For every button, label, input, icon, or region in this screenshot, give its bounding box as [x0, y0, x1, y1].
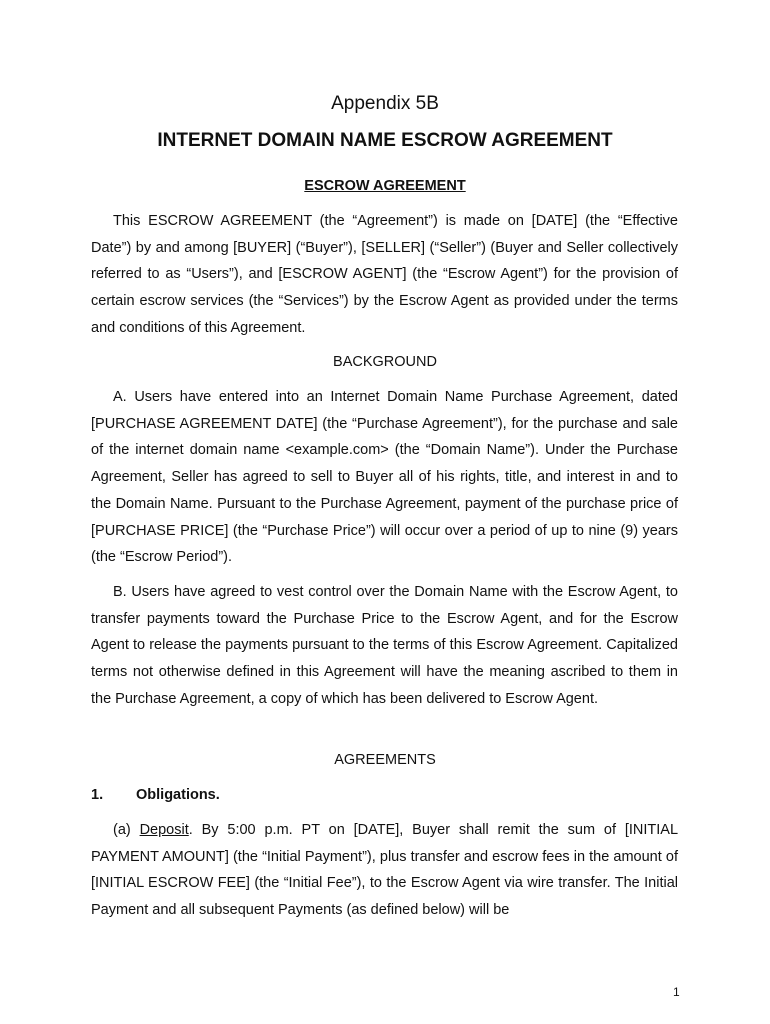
obligations-paragraph-a: [91, 817, 678, 924]
background-heading: BACKGROUND: [333, 354, 437, 370]
background-paragraph-a: A. Users have entered into an Internet Domain Name Purchase Agreement, dated [PURCHASE AGREEMENT DATE] (the “Purchase Agreement”), for the purchase and sale of the internet domain name <example.com> (the “Domain Name”). Under the Purchase Agreement, Seller has agreed to sell to Buyer all of his rights, title, and interest in and to the Domain Name. Pursuant to the Purchase Agreement, payment of the purchase price of [PURCHASE PRICE] (the “Purchase Price”) will occur over a period of up to nine (9) years (the “Escrow Period”).: [91, 389, 678, 566]
paragraph-text: . By 5:00 p.m. PT on [DATE], Buyer shall remit the sum of [INITIAL PAYMENT AMOUNT] (the “Initial Payment”), plus transfer and escrow fees in the amount of [INITIAL ESCROW FEE] (the “Initial Fee”), to the Escrow Agent via wire transfer. The Initial Payment and all subsequent Payments (as defined below) will be: [91, 822, 679, 919]
paragraph-prefix: (a): [113, 822, 140, 838]
deposit-term: Deposit: [139, 822, 189, 838]
section-1-heading: [91, 787, 220, 803]
intro-paragraph: This ESCROW AGREEMENT (the “Agreement”) is made on [DATE] (the “Effective Date”) by and among [BUYER] (“Buyer”), [SELLER] (“Seller”) (Buyer and Seller collectively referred to as “Users”), and [ESCROW AGENT] (the “Escrow Agent”) for the provision of certain escrow services (the “Services”) by the Escrow Agent as provided under the terms and conditions of this Agreement.: [91, 213, 678, 336]
background-paragraph-b: B. Users have agreed to vest control over the Domain Name with the Escrow Agent, to transfer payments toward the Purchase Price to the Escrow Agent, and for the Escrow Agent to release the payments pursuant to the terms of this Escrow Agreement. Capitalized terms not otherwise defined in this Agreement will have the meaning ascribed to them in the Purchase Agreement, a copy of which has been delivered to Escrow Agent.: [91, 584, 678, 707]
section-title: Obligations.: [136, 787, 220, 803]
page-number: 1: [673, 985, 680, 999]
agreement-title: INTERNET DOMAIN NAME ESCROW AGREEMENT: [157, 130, 613, 151]
section-number: 1.: [91, 787, 104, 803]
appendix-title: Appendix 5B: [331, 93, 439, 114]
agreements-heading: AGREEMENTS: [334, 752, 436, 768]
escrow-agreement-subtitle: ESCROW AGREEMENT: [304, 178, 466, 194]
